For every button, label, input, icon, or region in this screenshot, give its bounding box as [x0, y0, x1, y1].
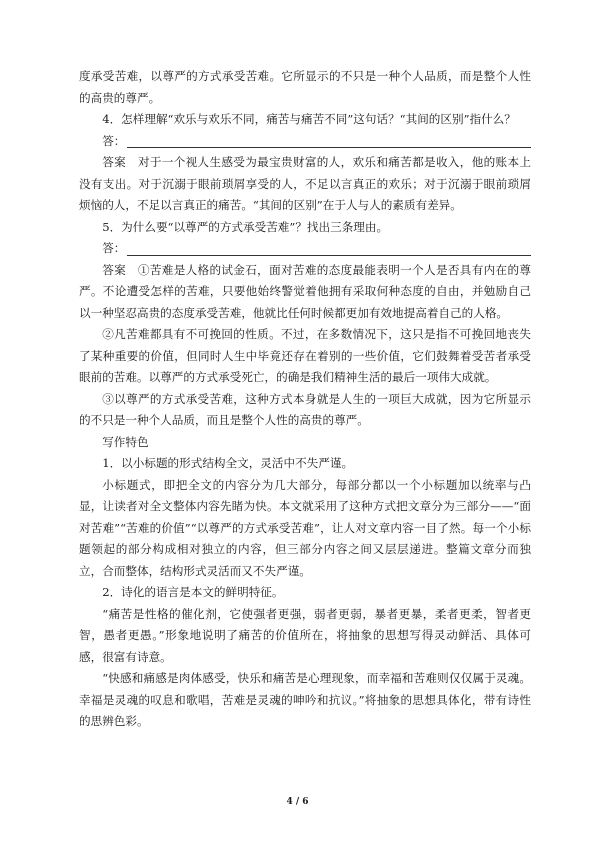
answer-4: 答案 对于一个视人生感受为最宝贵财富的人，欢乐和痛苦都是收入，他的账本上没有支出。对于沉溺于眼前琐屑享受的人，不足以言真正的欢乐；对于沉溺于眼前琐屑烦恼的人，不足以言真正的痛苦。“其间的区别”在于人与人的素质有差异。	[79, 155, 531, 212]
answer-line-5	[79, 238, 531, 260]
answer-line-4	[79, 131, 531, 153]
answer-blank-line[interactable]	[127, 241, 531, 256]
feature-1-body: 小标题式，即把全文的内容分为几大部分，每部分都以一个小标题加以统率与凸显，让读者对全文整体内容先睹为快。本文就采用了这种方式把文章分为三部分——“面对苦难”“苦难的价值”“以尊严的方式承受苦难”，让人对文章内容一目了然。每一个小标题领起的部分构成相对独立的内容，但三部分内容之间又层层递进。整篇文章分而独立，合而整体，结构形式灵活而又不失严谨。	[79, 477, 531, 578]
answer-label: 答：	[102, 241, 126, 255]
section-heading-writing-features: 写作特色	[102, 434, 149, 449]
question-4: 4．怎样理解“欢乐与欢乐不同，痛苦与痛苦不同”这句话？“其间的区别”指什么？	[102, 112, 516, 126]
answer-5-point-1: 答案 ①苦难是人格的试金石，面对苦难的态度最能表明一个人是否具有内在的尊严。不论遭受怎样的苦难，只要他始终警觉着他拥有采取何种态度的自由，并勉励自己以一种坚忍高贵的态度承受苦难，他就比任何时候都更加有效地提高着自己的人格。	[79, 262, 531, 320]
feature-1-title: 1．以小标题的形式结构全文，灵活中不失严谨。	[102, 456, 354, 470]
answer-blank-line[interactable]	[127, 133, 531, 148]
question-5: 5．为什么要“以尊严的方式承受苦难”？找出三条理由。	[102, 219, 389, 234]
feature-2-quote-2: “快感和痛感是肉体感受，快乐和痛苦是心理现象，而幸福和苦难则仅仅属于灵魂。幸福是灵魂的叹息和歌唱，苦难是灵魂的呻吟和抗议。”将抽象的思想具体化，带有诗性的思辨色彩。	[79, 671, 531, 728]
feature-2-quote-1: “痛苦是性格的催化剂，它使强者更强，弱者更弱，暴者更暴，柔者更柔，智者更智，愚者更愚。”形象地说明了痛苦的价值所在，将抽象的思想写得灵动鲜活、具体可感，很富有诗意。	[79, 606, 531, 664]
answer-5-point-3: ③以尊严的方式承受苦难，这种方式本身就是人生的一项巨大成就，因为它所显示的不只是一种个人品质，而且是整个人性的高贵的尊严。	[79, 391, 531, 427]
paragraph-continued: 度承受苦难，以尊严的方式承受苦难。它所显示的不只是一种个人品质，而是整个人性的高贵的尊严。	[79, 69, 531, 105]
feature-2-title: 2．诗化的语言是本文的鲜明特征。	[102, 585, 284, 599]
page-body	[79, 66, 531, 733]
answer-label: 答：	[102, 133, 126, 148]
page-number: 4 / 6	[286, 797, 309, 807]
answer-5-point-2: ②凡苦难都具有不可挽回的性质。不过，在多数情况下，这只是指不可挽回地丧失了某种重要的价值，但同时人生中毕竟还存在着别的一些价值，它们鼓舞着受苦者承受眼前的苦难。以尊严的方式承受死亡，的确是我们精神生活的最后一项伟大成就。	[79, 327, 531, 384]
